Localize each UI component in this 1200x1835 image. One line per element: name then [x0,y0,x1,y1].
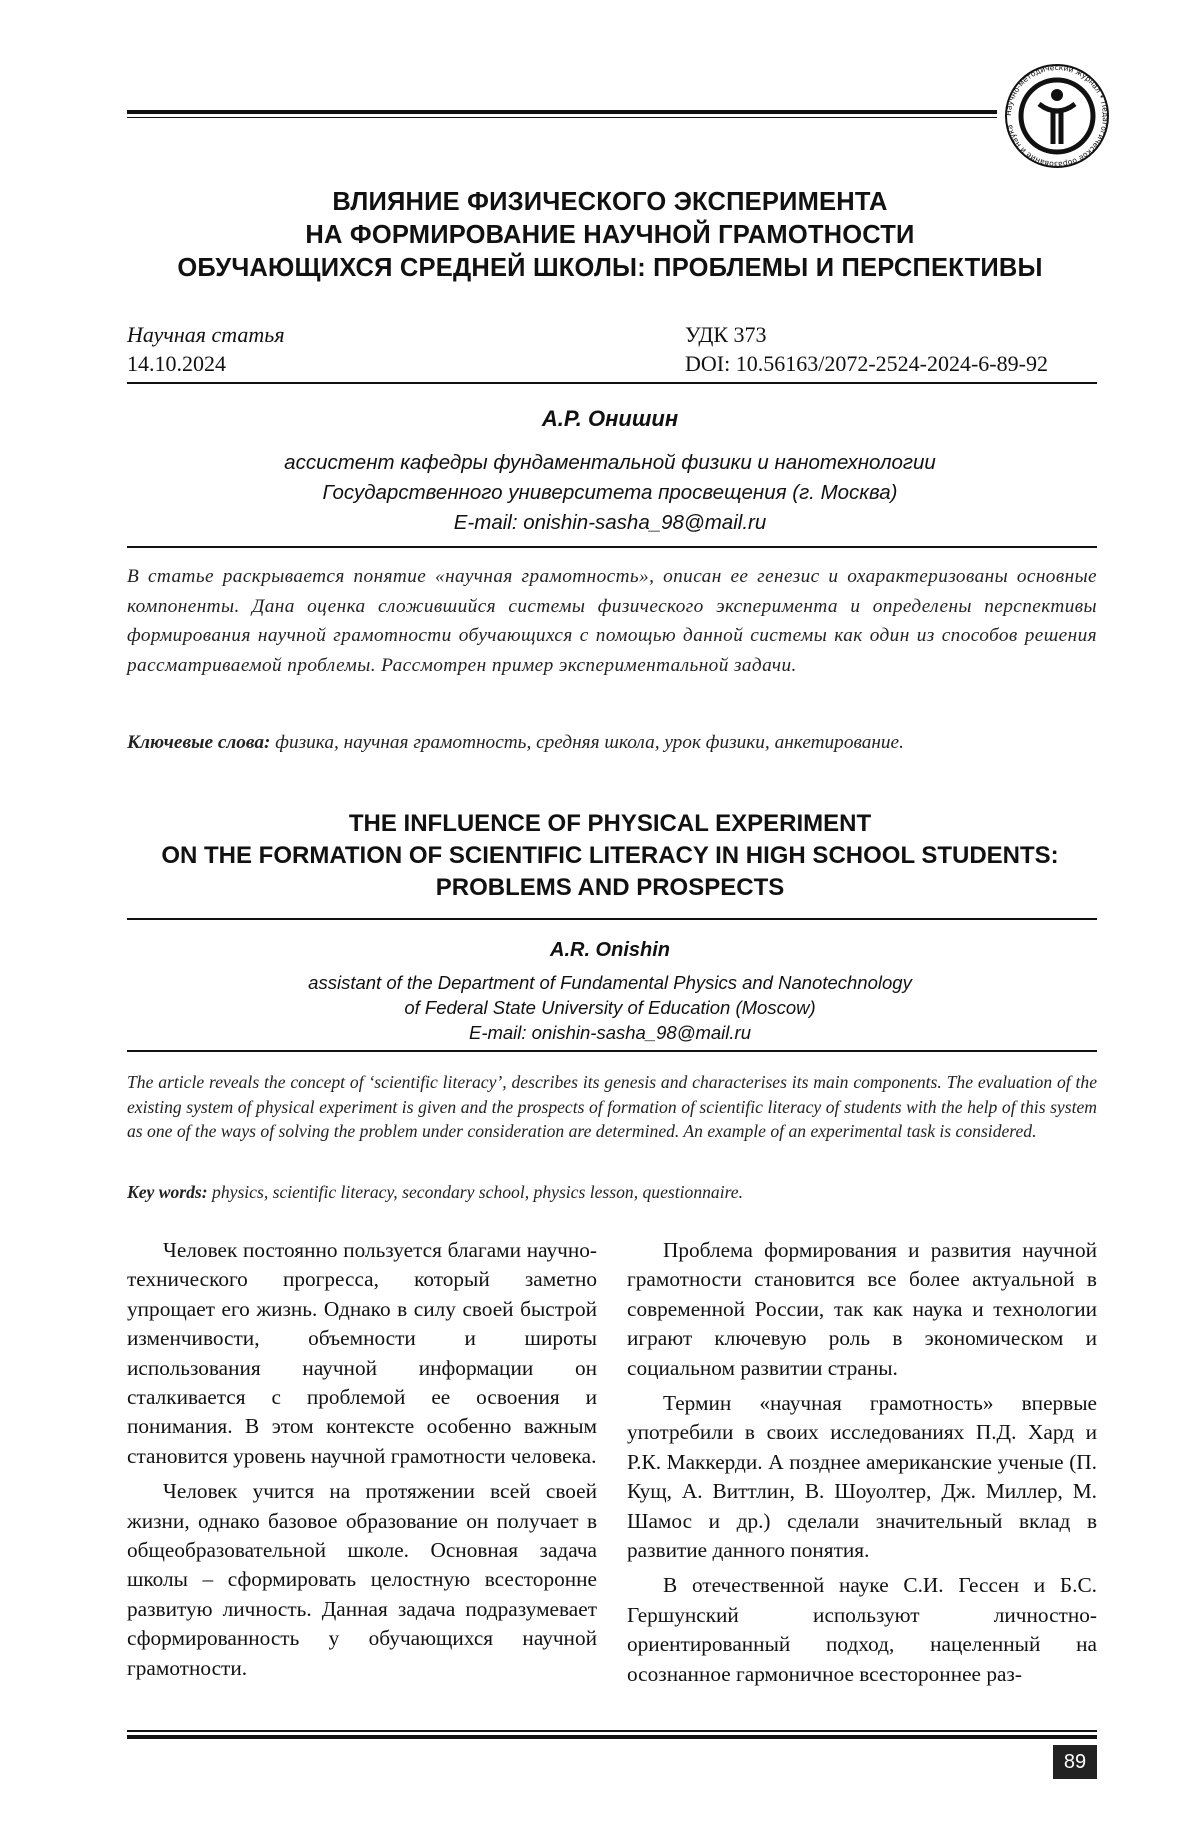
abstract-en: The article reveals the concept of ‘scientific literacy’, describes its genesis and characterises its main components. The evaluation of the existing system of physical experiment is given and the prospects of formation of scientific literacy of students with the help of this system as one of the ways of solving the problem under consideration are determined. An example of an experimental task is considered. [127,1072,1097,1141]
divider [127,382,1097,384]
author-email-ru: E-mail: onishin-sasha_98@mail.ru [453,511,767,534]
journal-emblem-icon [1003,62,1111,170]
article-date: 14.10.2024 [127,351,226,376]
doi-code: DOI: 10.56163/2072-2524-2024-6-89-92 [685,351,1048,376]
article-title-en: THE INFLUENCE OF PHYSICAL EXPERIMENT ON THE FORMATION OF SCIENTIFIC LITERACY IN HIGH SCHOOL STUDENTS: PROBLEMS AND PROSPECTS [161,810,1059,901]
author-affiliation-ru: ассистент кафедры фундаментальной физики и нанотехнологии Государственного университета просвещения (г. Москва) E-mail: onishin-sasha_98@mail.ru [110,448,1110,538]
header-double-rule [127,110,997,118]
article-title-ru: ВЛИЯНИЕ ФИЗИЧЕСКОГО ЭКСПЕРИМЕНТА НА ФОРМИРОВАНИЕ НАУЧНОЙ ГРАМОТНОСТИ ОБУЧАЮЩИХСЯ СРЕДНЕЙ ШКОЛЫ: ПРОБЛЕМЫ И ПЕРСПЕКТИВЫ [177,188,1043,282]
keywords-ru: Ключевые слова: физика, научная грамотность, средняя школа, урок физики, анкетирование. [127,732,904,753]
body-paragraph: Человек постоянно пользуется благами научно-технического прогресса, который заметно упрощает его жизнь. Однако в силу своей быстрой изменчивости, объемности и широты использования научной информации он сталкивается с проблемой ее освоения и понимания. В этом контексте особенно важным становится уровень научной грамотности человека. [127,1238,597,1468]
divider [127,918,1097,920]
body-paragraph: Проблема формирования и развития научной грамотности становится все более актуальной в современной России, так как наука и технологии играют ключевую роль в экономическом и социальном развитии страны. [627,1238,1097,1380]
page-number: 89 [1053,1745,1097,1779]
divider [127,546,1097,548]
article-meta-right [685,320,1048,378]
footer-double-rule [127,1730,1097,1739]
divider [127,1050,1097,1052]
author-name-ru: А.Р. Онишин [541,406,679,431]
author-name-en: A.R. Onishin [550,939,670,961]
body-paragraph: Термин «научная грамотность» впервые употребили в своих исследованиях П.Д. Хард и Р.К. Маккерди. А позднее американские ученые (П. Кущ, А. Виттлин, В. Шоуолтер, Дж. Миллер, М. Шамос и др.) сделали значительный вклад в развитие данного понятия. [627,1391,1097,1563]
author-email-en: E-mail: onishin-sasha_98@mail.ru [468,1022,751,1043]
udk-code: УДК 373 [685,322,767,347]
body-column-left [127,1236,597,1689]
article-type: Научная статья [127,322,285,347]
article-meta-left [127,320,285,378]
body-paragraph: Человек учится на протяжении всей своей жизни, однако базовое образование он получает в общеобразовательной школе. Основная задача школы – сформировать целостную всесторонне развитую личность. Данная задача подразумевает сформированность у обучающихся научной грамотности. [127,1479,597,1680]
svg-text:Научно-методический журнал • П: Научно-методический журнал • Педагогическое образование и наука [1003,62,1111,170]
author-affiliation-en: assistant of the Department of Fundamental Physics and Nanotechnology of Federal State University of Education (Moscow) E-mail: onishin-sasha_98@mail.ru [110,970,1110,1045]
abstract-ru: В статье раскрывается понятие «научная грамотность», описан ее генезис и охарактеризованы основные компоненты. Дана оценка сложившийся системы физического эксперимента и определены перспективы формирования научной грамотности обучающихся с помощью данной системы как один из способов решения рассматриваемой проблемы. Рассмотрен пример экспериментальной задачи. [127,566,1097,676]
body-paragraph: В отечественной науке С.И. Гессен и Б.С. Гершунский используют личностно-ориентированный подход, нацеленный на осознанное гармоничное всестороннее раз- [627,1573,1097,1686]
body-column-right [627,1236,1097,1695]
keywords-en: Key words: physics, scientific literacy, secondary school, physics lesson, questionnaire. [127,1182,744,1202]
